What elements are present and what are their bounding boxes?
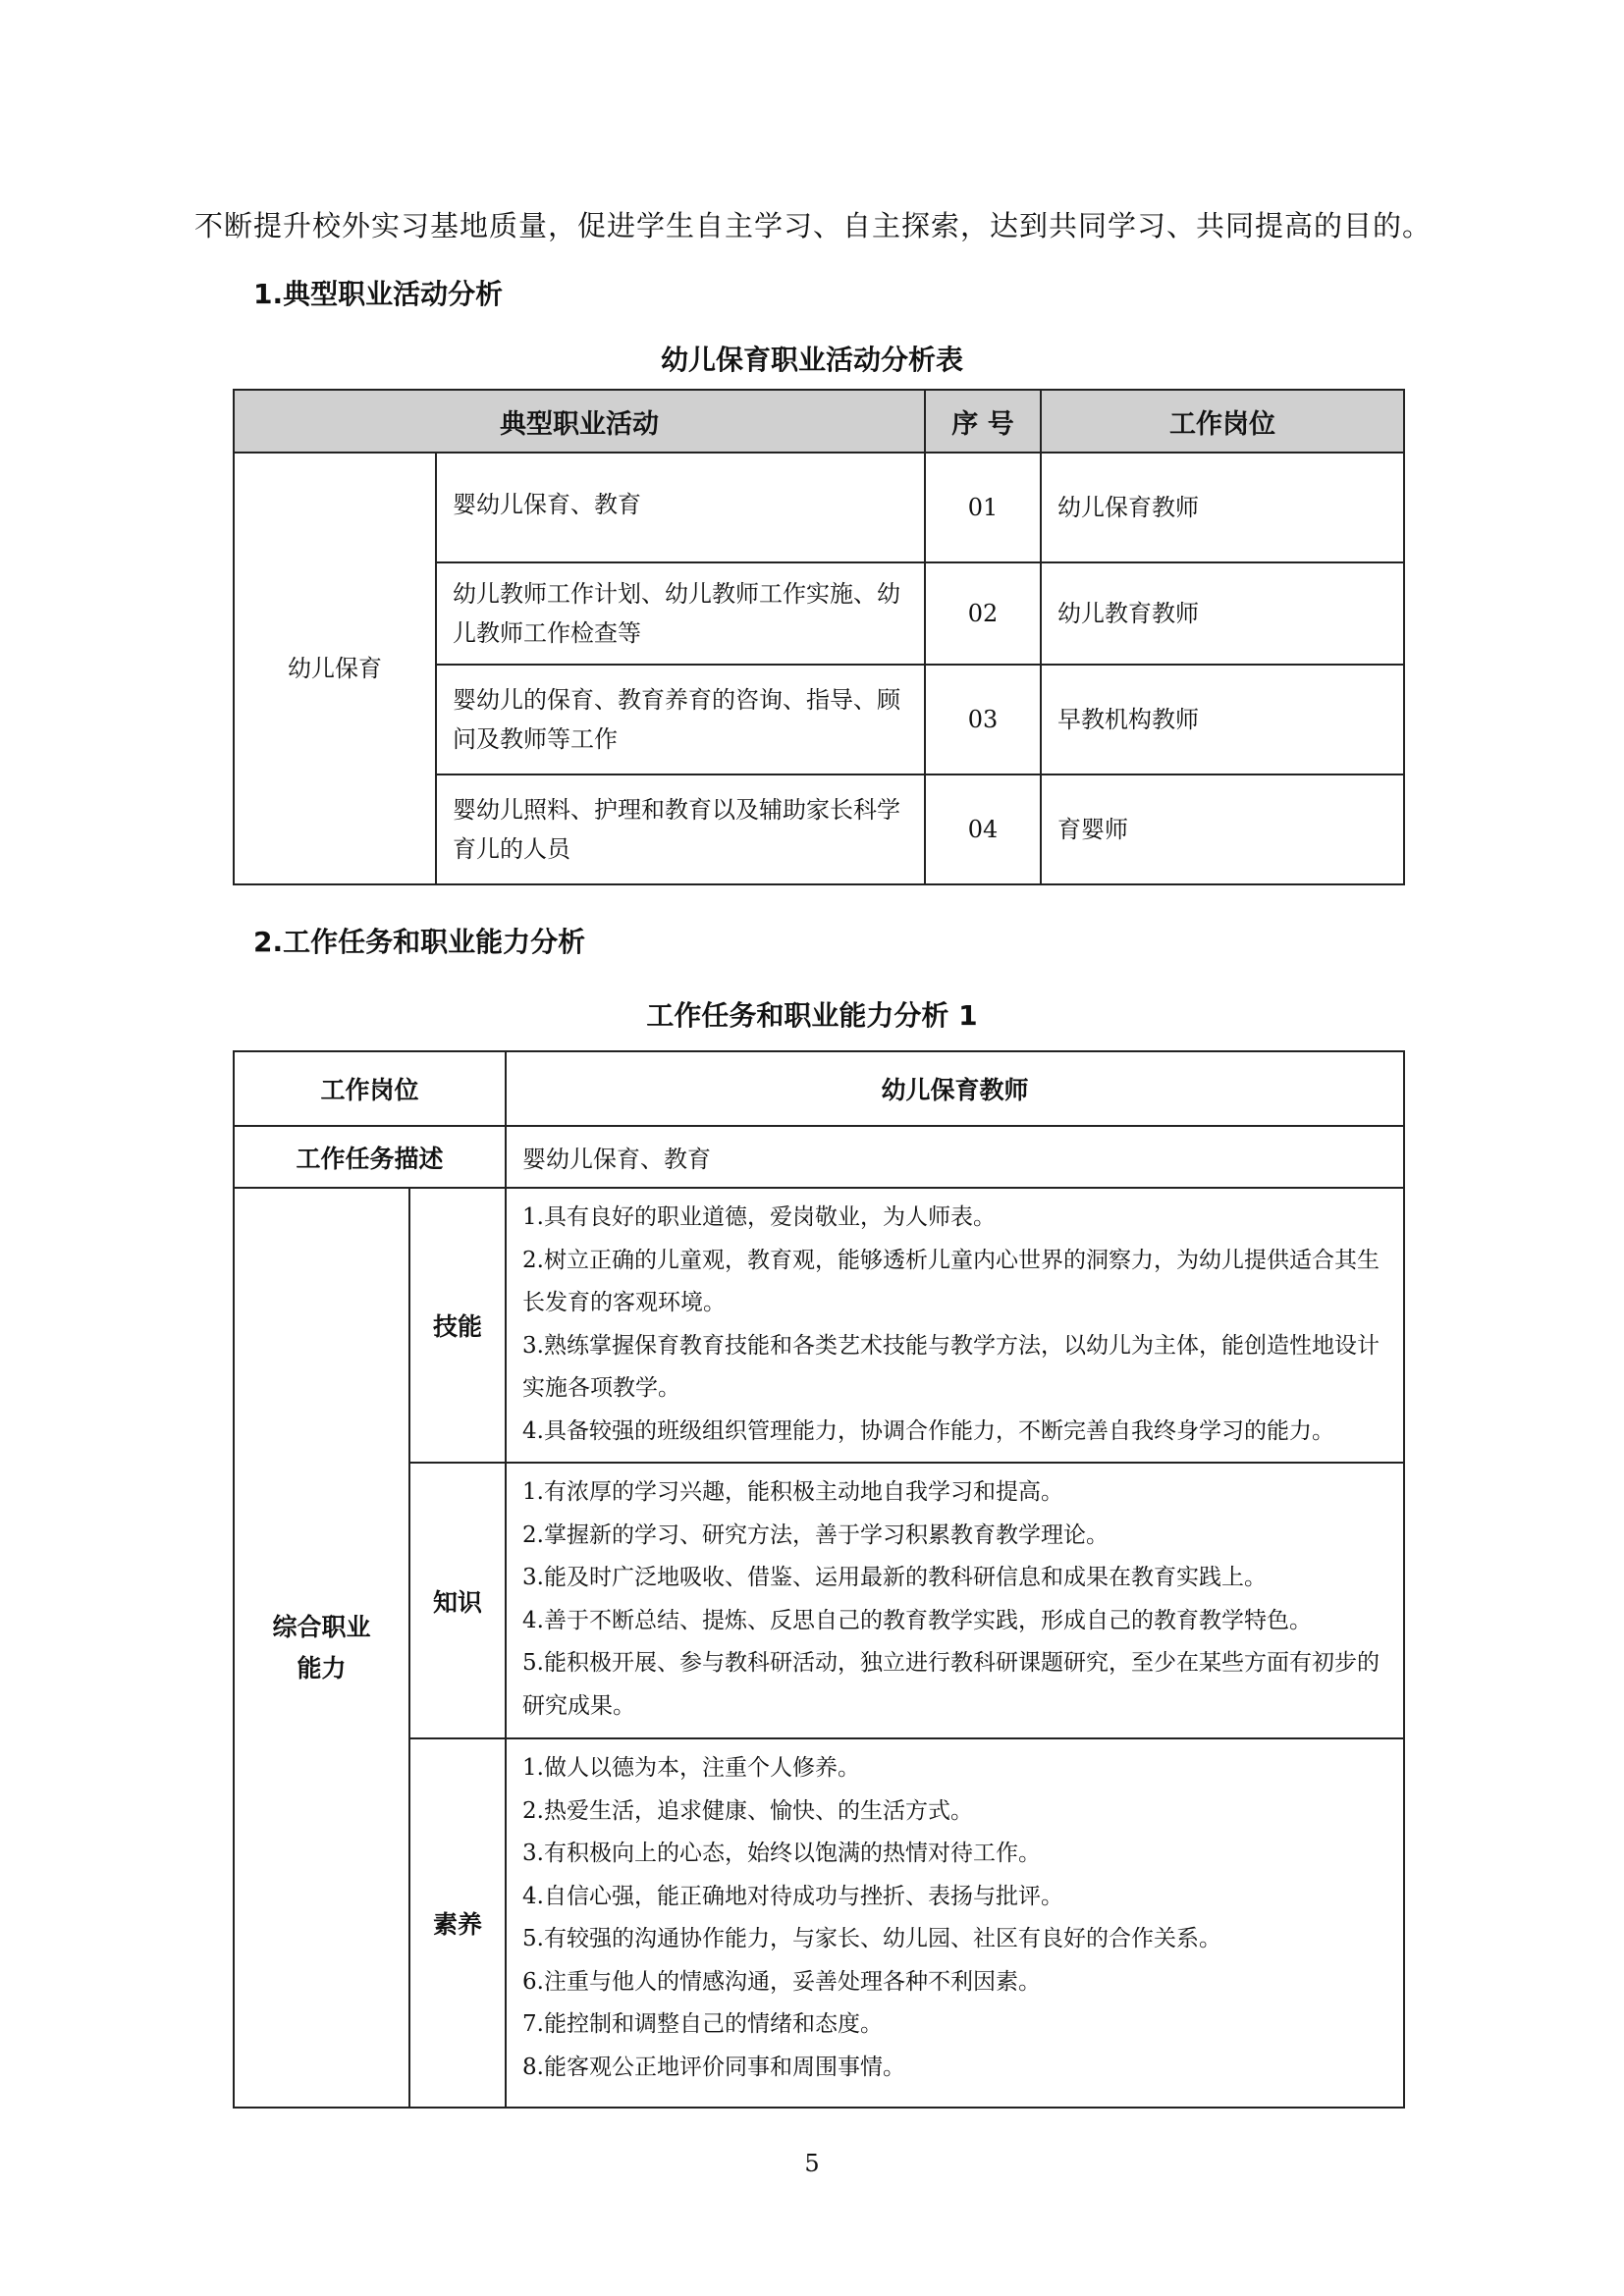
task-value: 婴幼儿保育、教育	[506, 1126, 1404, 1188]
activity-cell: 婴幼儿照料、护理和教育以及辅助家长科学育儿的人员	[436, 774, 925, 884]
ability-label-line2: 能力	[297, 1653, 347, 1682]
list-item: 2.热爱生活，追求健康、愉快、的生活方式。	[522, 1797, 973, 1824]
list-item: 5.有较强的沟通协作能力，与家长、幼儿园、社区有良好的合作关系。	[522, 1926, 1221, 1951]
header-activity: 典型职业活动	[234, 390, 925, 453]
position-label: 工作岗位	[234, 1051, 506, 1126]
ability-table	[233, 1050, 1405, 2109]
number-cell: 04	[925, 774, 1041, 884]
activity-cell: 幼儿教师工作计划、幼儿教师工作实施、幼儿教师工作检查等	[436, 562, 925, 665]
list-item: 7.能控制和调整自己的情绪和态度。	[522, 2011, 883, 2037]
position-cell: 育婴师	[1041, 774, 1404, 884]
knowledge-label: 知识	[409, 1463, 506, 1738]
list-item: 6.注重与他人的情感沟通，妥善处理各种不利因素。	[522, 1968, 1041, 1995]
number-cell: 03	[925, 665, 1041, 774]
ability-label-line1: 综合职业	[272, 1612, 371, 1641]
intro-paragraph: 不断提升校外实习基地质量，促进学生自主学习、自主探索，达到共同学习、共同提高的目的。	[194, 209, 1433, 242]
quality-label: 素养	[409, 1738, 506, 2108]
list-item: 8.能客观公正地评价同事和周围事情。	[522, 2054, 905, 2080]
table2-caption: 工作任务和职业能力分析 1	[646, 999, 978, 1032]
skills-label: 技能	[409, 1188, 506, 1463]
knowledge-list	[506, 1463, 1404, 1738]
quality-list	[506, 1738, 1404, 2108]
knowledge-row	[234, 1463, 1404, 1738]
list-item: 3.有积极向上的心态，始终以饱满的热情对待工作。	[522, 1841, 1041, 1866]
activity-table	[233, 389, 1405, 885]
header-number: 序 号	[925, 390, 1041, 453]
list-item: 1.有浓厚的学习兴趣，能积极主动地自我学习和提高。	[522, 1479, 1063, 1505]
list-item: 3.能及时广泛地吸收、借鉴、运用最新的教科研信息和成果在教育实践上。	[522, 1565, 1267, 1590]
number-cell: 01	[925, 453, 1041, 562]
list-item: 1.具有良好的职业道德，爱岗敬业，为人师表。	[522, 1204, 996, 1230]
table-row	[234, 453, 1404, 562]
position-row	[234, 1051, 1404, 1126]
activity-cell: 婴幼儿的保育、教育养育的咨询、指导、顾问及教师等工作	[436, 665, 925, 774]
position-cell: 幼儿教育教师	[1041, 562, 1404, 665]
list-item: 4.自信心强，能正确地对待成功与挫折、表扬与批评。	[522, 1883, 1063, 1909]
header-position: 工作岗位	[1041, 390, 1404, 453]
list-item: 1.做人以德为本，注重个人修养。	[522, 1755, 860, 1781]
position-cell: 早教机构教师	[1041, 665, 1404, 774]
skills-row	[234, 1188, 1404, 1463]
list-item: 2.掌握新的学习、研究方法，善于学习积累教育教学理论。	[522, 1522, 1109, 1548]
number-cell: 02	[925, 562, 1041, 665]
section-heading-1: 1.典型职业活动分析	[253, 278, 504, 310]
table-header-row	[234, 390, 1404, 453]
page-number: 5	[804, 2150, 820, 2177]
task-label: 工作任务描述	[234, 1126, 506, 1188]
quality-row	[234, 1738, 1404, 2108]
list-item: 4.具备较强的班级组织管理能力，协调合作能力，不断完善自我终身学习的能力。	[522, 1417, 1334, 1444]
section-heading-2: 2.工作任务和职业能力分析	[253, 926, 586, 958]
table1-caption: 幼儿保育职业活动分析表	[660, 344, 963, 376]
ability-label	[234, 1188, 409, 2108]
task-row	[234, 1126, 1404, 1188]
list-item: 4.善于不断总结、提炼、反思自己的教育教学实践，形成自己的教育教学特色。	[522, 1607, 1312, 1633]
position-value: 幼儿保育教师	[506, 1051, 1404, 1126]
position-cell: 幼儿保育教师	[1041, 453, 1404, 562]
list-item: 5.能积极开展、参与教科研活动，独立进行教科研课题研究，至少在某些方面有初步的研究成果。	[522, 1650, 1380, 1719]
activity-cell: 婴幼儿保育、教育	[436, 453, 925, 562]
skills-list	[506, 1188, 1404, 1463]
list-item: 3.熟练掌握保育教育技能和各类艺术技能与教学方法，以幼儿为主体，能创造性地设计实施各项教学。	[522, 1332, 1380, 1401]
list-item: 2.树立正确的儿童观，教育观，能够透析儿童内心世界的洞察力，为幼儿提供适合其生长发育的客观环境。	[522, 1247, 1380, 1315]
group-label: 幼儿保育	[234, 453, 436, 884]
